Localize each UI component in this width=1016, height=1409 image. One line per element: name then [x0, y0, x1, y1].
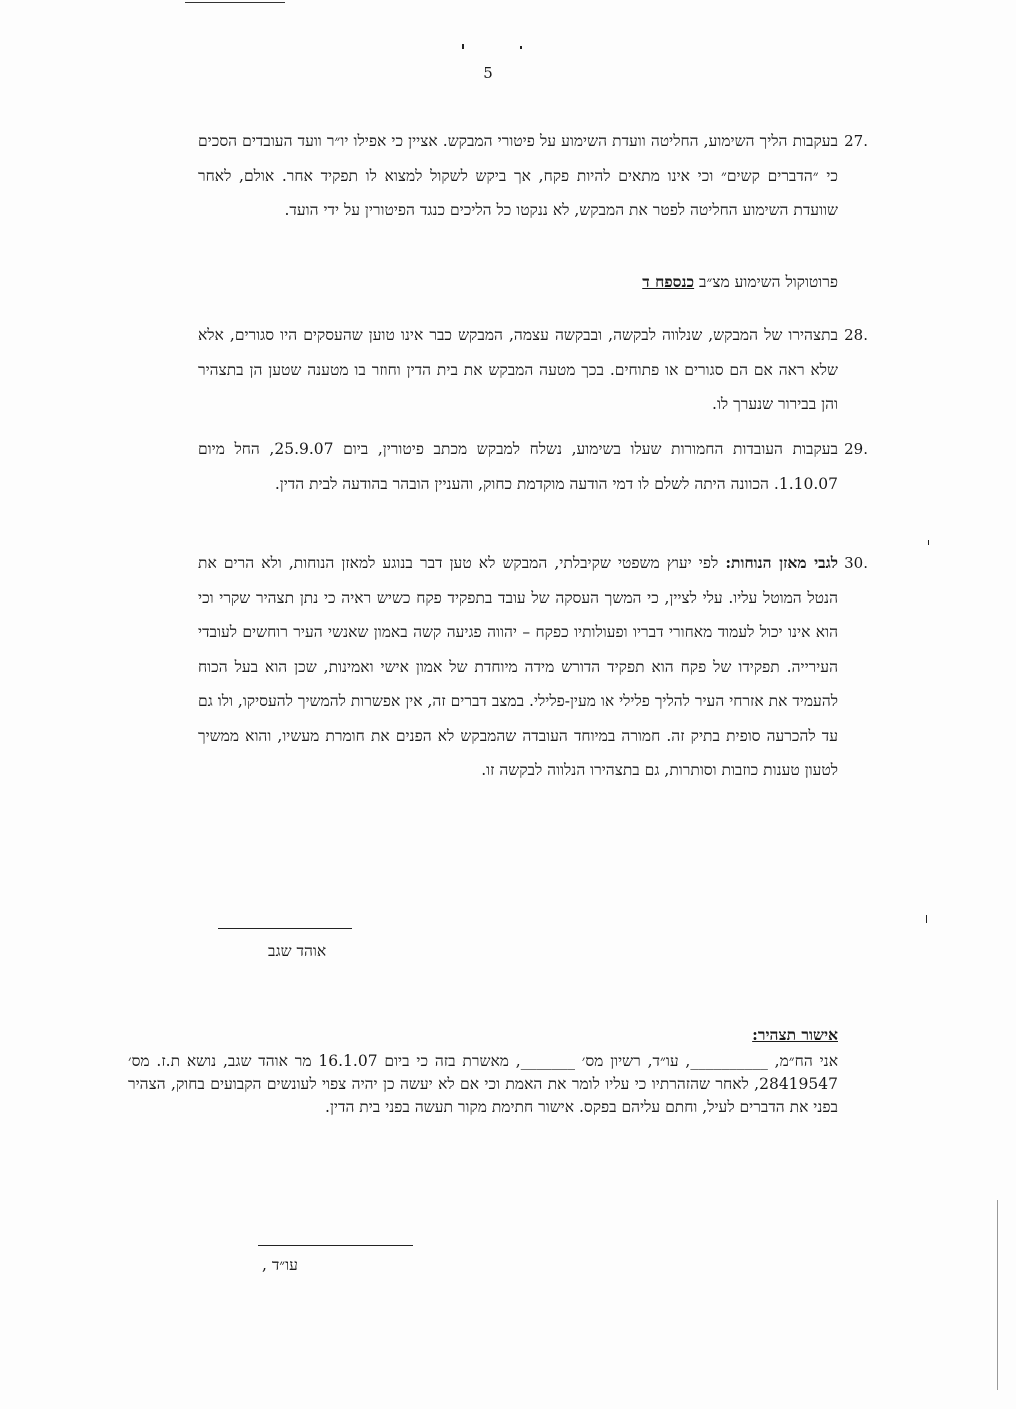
paragraph-number: 27.	[844, 132, 868, 150]
paragraph-27	[198, 124, 868, 228]
paragraph-number: 28.	[844, 326, 868, 344]
paragraph-30	[198, 546, 868, 788]
paragraph-number: 30.	[844, 554, 868, 572]
page-number: 5	[483, 64, 493, 82]
paragraph-28	[198, 318, 868, 422]
paragraph-text: בתצהירו של המבקש, שנלווה לבקשה, ובבקשה עצמה, המבקש כבר אינו טוען שהעסקים היו סגורים, אלא שלא ראה אם הם סגורים או פתוחים. בכך מטעה המבקש את בית הדין וחוזר בו מטענה שטען הן בתצהיר והן בבירור שנערך לו.	[198, 326, 838, 413]
paragraph-text	[198, 546, 838, 788]
annex-note-text: פרוטוקול השימוע מצ״ב	[699, 273, 838, 291]
scan-edge	[997, 1200, 998, 1390]
lawyer-signature-label: עו״ד ,	[262, 1256, 298, 1274]
affirmation-title: אישור תצהיר:	[752, 1025, 838, 1044]
paragraph-text: בעקבות העובדות החמורות שעלו בשימוע, נשלח למבקש מכתב פיטורין, ביום 25.9.07, החל מיום 1.10.07. הכוונה היתה לשלם לו דמי הודעה מוקדמת כחוק, והעניין הובהר בהודעה לבית הדין.	[198, 440, 838, 493]
declarant-signature-line	[218, 928, 352, 929]
annex-reference: כנספח ד	[642, 272, 695, 291]
declarant-name: אוהד שגב	[268, 942, 327, 960]
affirmation-body: אני הח״מ, __________, עו״ד, רשיון מס׳ _______, מאשרת בזה כי ביום 16.1.07 מר אוהד שגב, נושא ת.ז. מס׳ 28419547, לאחר שהזהרתיו כי עליו לומר את האמת וכי אם לא יעשה כן יהיה צפוי לעונשים הקבועים בחוק, הצהיר בפני את הדברים לעיל, וחתם עליהם בפקס. אישור חתימת מקור תעשה בפני בית הדין.	[128, 1052, 839, 1116]
scan-speck	[928, 540, 929, 545]
paragraph-bold-lead: לגבי מאזן הנוחות:	[725, 553, 839, 572]
scan-speck	[520, 46, 522, 49]
scan-artifact-line	[185, 2, 285, 3]
paragraph-text: בעקבות הליך השימוע, החליטה וועדת השימוע על פיטורי המבקש. אציין כי אפילו יו״ר וועד העובדים הסכים כי ״הדברים קשים״ וכי אינו מתאים להיות פקח, אך ביקש לשקול למצוא לו תפקיד אחר. אולם, לאחר שוועדת השימוע החליטה לפטר את המבקש, לא ננקטו כל הליכים כנגד הפיטורין על ידי הועד.	[198, 132, 838, 219]
paragraph-29	[198, 432, 868, 501]
scan-speck	[462, 44, 464, 49]
paragraph-body: לפי יעוץ משפטי שקיבלתי, המבקש לא טען דבר בנוגע למאזן הנוחות, ולא הרים את הנטל המוטל עליו. עלי לציין, כי המשך העסקה של עובד בתפקיד פקח כשיש ראיה כי נתן תצהיר שקרי וכי הוא אינו יכול לעמוד מאחורי דבריו ופעולותיו כפקח – יהווה פגיעה קשה באמון שאנשי העיר רוחשים לעובדי העירייה. תפקידו של פקח הוא תפקיד הדורש מידה מיוחדת של אמון אישי ואמינות, שכן הוא בעל הכוח להעמיד את אזרחי העיר להליך פלילי או מעין-פלילי. במצב דברים זה, אין אפשרות להמשיך להעסיקו, ולו גם עד להכרעה סופית בתיק זה. חמורה במיוחד העובדה שהמבקש לא הפנים את חומרת מעשיו, והוא ממשיך לטעון טענות כוזבות וסותרות, גם בתצהירו הנלווה לבקשה זו.	[198, 554, 838, 779]
annex-note	[642, 268, 838, 296]
lawyer-signature-line	[258, 1245, 413, 1246]
paragraph-number: 29.	[844, 440, 868, 458]
scan-speck	[926, 915, 927, 923]
